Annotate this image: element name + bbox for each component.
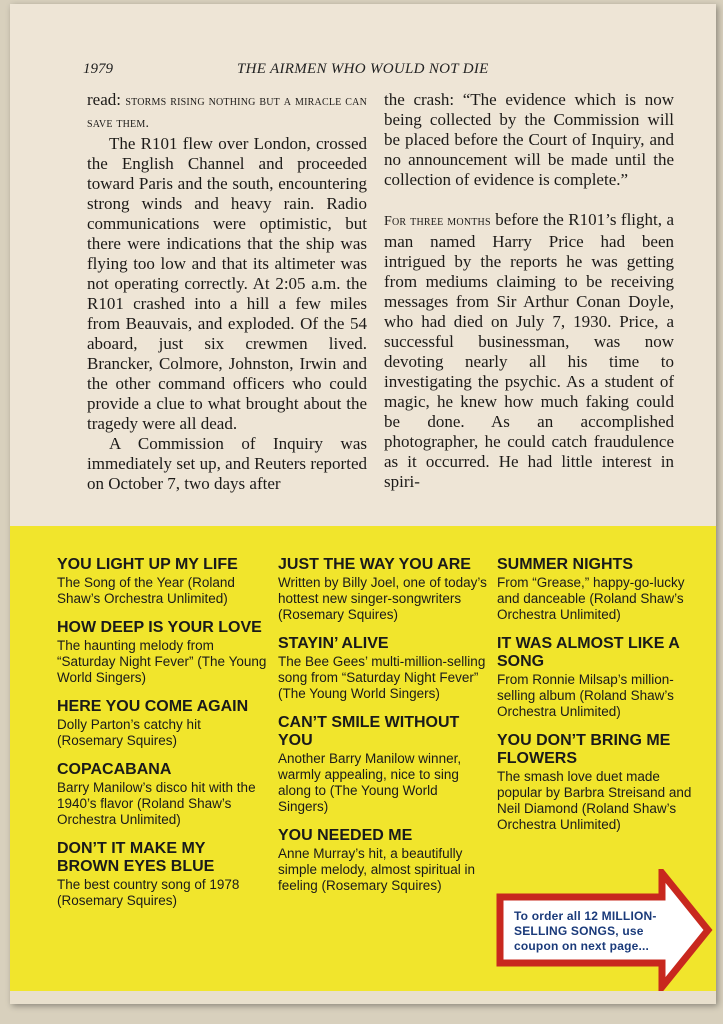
song-item — [497, 556, 707, 623]
order-callout — [494, 869, 716, 991]
song-description: Anne Murray’s hit, a beautifully simple melody, almost spiritual in feeling (Rosemary Squires) — [278, 846, 476, 893]
song-advertisement — [10, 526, 716, 991]
ad-column-2 — [278, 556, 488, 906]
song-title: YOU LIGHT UP MY LIFE — [57, 556, 238, 573]
page-header — [10, 58, 716, 82]
song-item — [497, 635, 707, 720]
article-lead: read: — [87, 90, 126, 109]
article-paragraph — [384, 210, 674, 492]
song-description: Barry Manilow’s disco hit with the 1940’s flavor (Roland Shaw’s Orchestra Unlimited) — [57, 780, 256, 827]
song-title: HERE YOU COME AGAIN — [57, 698, 249, 715]
song-title: JUST THE WAY YOU ARE — [278, 556, 471, 573]
song-item — [497, 732, 707, 833]
song-description: Dolly Parton’s catchy hit (Rosemary Squires) — [57, 717, 201, 748]
song-item — [57, 556, 267, 607]
song-description: Written by Billy Joel, one of today’s hottest new singer-songwriters (Rosemary Squires) — [278, 575, 487, 622]
song-description: From Ronnie Milsap’s million-selling album (Roland Shaw’s Orchestra Unlimited) — [497, 672, 674, 719]
song-description: The best country song of 1978 (Rosemary Squires) — [57, 877, 240, 908]
song-item — [57, 619, 267, 686]
article-headline-caps: storms rising nothing but a miracle can save them. — [87, 94, 367, 131]
song-item — [278, 827, 488, 894]
article-paragraph: The R101 flew over London, crossed the English Channel and proceeded toward Paris and the south, encountering strong winds and heavy rain. Radio communications were optimistic, but there were indications that the ship was flying too low and that its altimeter was not operating correctly. At 2:05 a.m. the R101 crashed into a hill a few miles from Beauvais, and exploded. Of the 54 aboard, just six crewmen lived. Brancker, Colmore, Johnston, Irwin and the other command officers who could provide a clue to what brought about the tragedy were all dead. — [87, 134, 367, 433]
song-description: The smash love duet made popular by Barbra Streisand and Neil Diamond (Roland Shaw’s Orchestra Unlimited) — [497, 769, 692, 832]
song-item — [278, 714, 488, 815]
song-item — [57, 840, 267, 909]
song-description: The Song of the Year (Roland Shaw’s Orchestra Unlimited) — [57, 575, 235, 606]
page-bottom-edge — [10, 991, 716, 1004]
song-description: Another Barry Manilow winner, warmly appealing, nice to sing along to (The Young World Singers) — [278, 751, 462, 814]
ad-column-1 — [57, 556, 267, 921]
song-title: SUMMER NIGHTS — [497, 556, 633, 573]
song-description: The haunting melody from “Saturday Night Fever” (The Young World Singers) — [57, 638, 267, 685]
song-description: The Bee Gees’ multi-million-selling song from “Saturday Night Fever” (The Young World Singers) — [278, 654, 486, 701]
article-paragraph: the crash: “The evidence which is now being collected by the Commission will be placed before the Court of Inquiry, and no announcement will be made until the collection of evidence is complete.” — [384, 90, 674, 189]
article-column-right — [384, 90, 674, 492]
song-title: IT WAS ALMOST LIKE A SONG — [497, 635, 680, 670]
magazine-page — [10, 4, 716, 1004]
article-column-left — [87, 90, 367, 494]
running-title: THE AIRMEN WHO WOULD NOT DIE — [237, 61, 489, 77]
ad-column-3 — [497, 556, 707, 845]
article-text: before the R101’s flight, a man named Harry Price had been intrigued by the reports he was getting from mediums claiming to be receiving messages from Sir Arthur Conan Doyle, who had died on July 7, 1930. Price, a successful businessman, was now devoting nearly all his time to investigating the psychic. As a student of magic, he knew how much faking could be done. As an accomplished photographer, he could catch fraudulence as it occurred. He had little interest in spiri- — [384, 210, 674, 491]
song-title: STAYIN’ ALIVE — [278, 635, 389, 652]
song-item — [278, 556, 488, 623]
song-item — [278, 635, 488, 702]
song-title: CAN’T SMILE WITHOUT YOU — [278, 714, 460, 749]
section-lead-caps: For three months — [384, 214, 491, 229]
song-description: From “Grease,” happy-go-lucky and danceable (Roland Shaw’s Orchestra Unlimited) — [497, 575, 685, 622]
article-paragraph: A Commission of Inquiry was immediately set up, and Reuters reported on October 7, two days after — [87, 434, 367, 493]
article-paragraph — [87, 90, 367, 134]
order-callout-text: To order all 12 MILLION-SELLING SONGS, use coupon on next page... — [514, 909, 657, 953]
song-title: YOU NEEDED ME — [278, 827, 413, 844]
song-title: YOU DON’T BRING ME FLOWERS — [497, 732, 671, 767]
song-item — [57, 698, 267, 749]
page-number: 1979 — [83, 61, 113, 77]
song-title: DON’T IT MAKE MY BROWN EYES BLUE — [57, 840, 215, 875]
song-title: COPACABANA — [57, 761, 172, 778]
song-item — [57, 761, 267, 828]
song-title: HOW DEEP IS YOUR LOVE — [57, 619, 262, 636]
